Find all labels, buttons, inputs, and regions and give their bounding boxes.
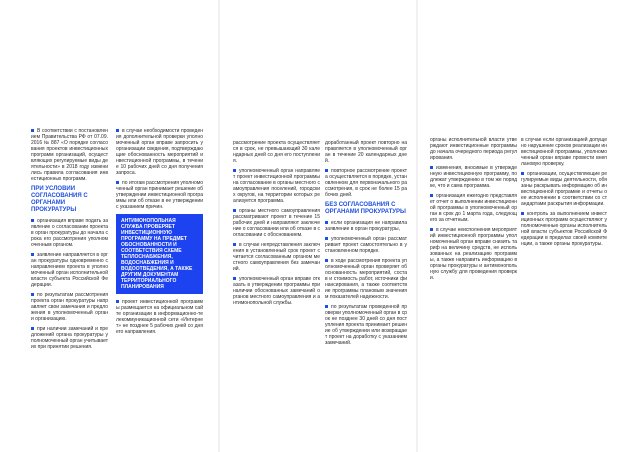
paragraph: в ходе рассмотрения проекта уполномоченный орган проверяет обоснованность мероприятий, состав и стоимость работ, источники финансирования, а также соответствие программы плановым значениям показателей надежности.	[325, 258, 407, 300]
page-left	[0, 0, 218, 452]
bullet-square-icon	[325, 169, 328, 172]
page-right-column-1	[430, 137, 517, 285]
bullet-square-icon	[31, 219, 34, 222]
bullet-square-icon	[31, 327, 34, 330]
highlight-callout: АНТИМОНОПОЛЬНАЯ СЛУЖБА ПРОВЕРЯЕТ ИНВЕСТИЦИОННУЮ ПРОГРАММУ НА ПРЕДМЕТ ОБОСНОВАННОСТИ И СООТВЕТСТВИЯ СХЕМЕ ТЕПЛОСНАБЖЕНИЯ, ВОДОСНАБЖЕНИЯ И ВОДООТВЕДЕНИЯ, А ТАКЖЕ ДРУГИМ ДОКУМЕНТАМ ТЕРРИТОРИАЛЬНОГО ПЛАНИРОВАНИЯ	[116, 214, 203, 294]
bullet-square-icon	[233, 209, 236, 212]
bullet-square-icon	[521, 212, 524, 215]
page-middle	[220, 0, 416, 452]
paragraph: в случае неисполнения мероприятий инвестиционной программы уполномоченный орган вправе снизить тариф на величину средств, не использованных на реализацию программы, а также направить информацию в органы прокуратуры и антимонопольную службу для проведения проверки.	[430, 227, 517, 281]
paragraph: органы исполнительной власти утверждают инвестиционные программы до начала очередного периода регулирования.	[430, 137, 517, 161]
paragraph: органы местного самоуправления рассматривают проект в течение 15 рабочих дней и направляют заключение о согласовании или об отказе в согласовании с обоснованием.	[233, 208, 320, 238]
bullet-square-icon	[430, 194, 433, 197]
paragraph: уполномоченный орган вправе отказать в утверждении программы при наличии обоснованных замечаний органов местного самоуправления и антимонопольной службы.	[233, 276, 320, 306]
paragraph: контроль за выполнением инвестиционных программ осуществляют уполномоченные органы исполнительной власти субъектов Российской Федерации в пределах своей компетенции, а также органы прокуратуры.	[521, 211, 607, 247]
paragraph: заявление направляется в орган прокуратуры одновременно с направлением проекта в уполномоченный орган исполнительной власти субъекта Российской Федерации.	[31, 252, 108, 288]
paragraph: организации, осуществляющие регулируемые виды деятельности, обязаны раскрывать информацию об инвестиционной программе и отчеты о ее исполнении в соответствии со стандартами раскрытия информации.	[521, 171, 607, 207]
bullet-square-icon	[325, 305, 328, 308]
paragraph: по результатам проведенной проверки уполномоченный орган в срок не позднее 30 дней со дня поступления проекта принимает решение об утверждении или возвращает проект на доработку с указанием замечаний.	[325, 304, 407, 346]
bullet-square-icon	[325, 237, 328, 240]
bullet-square-icon	[233, 277, 236, 280]
bullet-square-icon	[325, 221, 328, 224]
bullet-square-icon	[325, 259, 328, 262]
paragraph: уполномоченный орган направляет проект инвестиционной программы на согласование в органы местного самоуправления поселений, городских округов, на территории которых реализуется программа.	[233, 168, 320, 204]
section-heading: БЕЗ СОГЛАСОВАНИЯ С ОРГАНАМИ ПРОКУРАТУРЫ	[325, 202, 406, 215]
paragraph: В соответствии с постановлением Правительства РФ от 07.09.2016 № 887 «О порядке согласования проектов инвестиционных программ организаций, осуществляющих регулируемые виды деятельности» в 2018 году изменились правила согласования инвестиционных программ.	[31, 128, 108, 182]
paragraph: проект инвестиционной программы размещается на официальном сайте организации в информационно-телекоммуникационной сети «Интернет» не позднее 5 рабочих дней со дня его направления.	[116, 299, 203, 335]
bullet-square-icon	[521, 172, 524, 175]
paragraph: при наличии замечаний и предложений органа прокуратуры уполномоченный орган учитывает их при принятии решения.	[31, 326, 108, 350]
paragraph: доработанный проект повторно направляется в уполномоченный орган в течение 20 календарных дней.	[325, 140, 407, 164]
paragraph: по результатам рассмотрения проекта орган прокуратуры направляет свои замечания и предложения в уполномоченный орган и организацию.	[31, 292, 108, 322]
paragraph: организация вправе подать заявление о согласовании проекта в орган прокуратуры до начала срока его рассмотрения уполномоченным органом.	[31, 218, 108, 248]
bullet-square-icon	[430, 228, 433, 231]
paragraph: изменения, вносимые в утвержденную инвестиционную программу, подлежат утверждению в том же порядке, что и сама программа.	[430, 165, 517, 189]
bullet-square-icon	[233, 243, 236, 246]
bullet-square-icon	[116, 129, 119, 132]
paragraph: организация ежегодно представляет отчет о выполнении инвестиционной программы в уполномоченный орган в срок до 1 марта года, следующего за отчетным.	[430, 193, 517, 223]
page-right-column-2	[521, 137, 607, 251]
paragraph: повторное рассмотрение проекта осуществляется в порядке, установленном для первоначального рассмотрения, в срок не более 15 рабочих дней.	[325, 168, 407, 198]
page-left-column-2	[116, 128, 203, 339]
bullet-square-icon	[31, 129, 34, 132]
paragraph: в случае необходимости проведения дополнительной проверки уполномоченный орган вправе запросить у организации сведения, подтверждающие обоснованность мероприятий инвестиционной программы, в течение 10 рабочих дней со дня получения запроса.	[116, 128, 203, 176]
bullet-square-icon	[116, 300, 119, 303]
page-right	[418, 0, 640, 452]
bullet-square-icon	[31, 293, 34, 296]
bullet-square-icon	[116, 181, 119, 184]
page-left-column-1	[31, 128, 108, 354]
page-middle-column-1	[233, 140, 320, 310]
bullet-square-icon	[430, 166, 433, 169]
bullet-square-icon	[31, 253, 34, 256]
bullet-square-icon	[233, 169, 236, 172]
paragraph: уполномоченный орган рассматривает проект самостоятельно в установленном порядке.	[325, 236, 407, 254]
paragraph: по итогам рассмотрения уполномоченный орган принимает решение об утверждении инвестиционной программы или об отказе в ее утверждении с указанием причин.	[116, 180, 203, 210]
paragraph: если организация не направила заявление в орган прокуратуры,	[325, 220, 407, 232]
page-left-col1-top	[31, 128, 108, 182]
page-left-col1-bottom	[31, 218, 108, 350]
page-middle-column-2	[325, 140, 407, 350]
paragraph: в случае непредставления заключения в установленный срок проект считается согласованным органом местного самоуправления без замечаний.	[233, 242, 320, 272]
paragraph: рассмотрение проекта осуществляется в срок, не превышающий 30 календарных дней со дня его поступления.	[233, 140, 320, 164]
paragraph: в случае если организацией допущено нарушение сроков реализации инвестиционной программы, уполномоченный орган вправе провести внеплановую проверку.	[521, 137, 607, 167]
section-heading: ПРИ УСЛОВИИ СОГЛАСОВАНИЯ С ОРГАНАМИ ПРОКУРАТУРЫ	[31, 186, 88, 213]
